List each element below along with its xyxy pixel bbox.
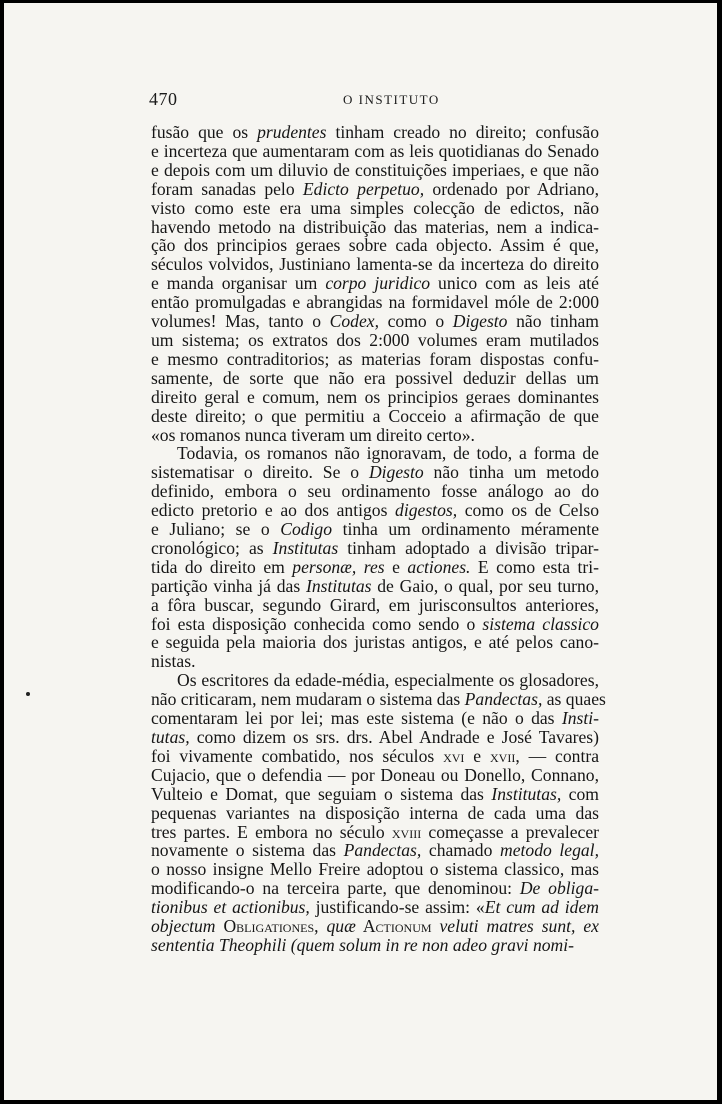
text-line [151, 463, 599, 482]
text-line [151, 747, 599, 766]
italic-text: Institutas, [491, 783, 562, 804]
text-run: o nosso insigne Mello Freire adoptou o sistema classico, mas [151, 859, 599, 880]
text-line [151, 293, 599, 312]
text-run: deste direito; o que permitiu a Cocceio a afirmação de que [151, 405, 599, 426]
text-line [151, 879, 599, 898]
text-run: Os escritores da edade-média, especialmente os glosadores, [177, 670, 599, 691]
text-run: ordenado por Adriano, [424, 178, 599, 199]
small-caps-text: Obligationes, [215, 916, 327, 937]
text-line [151, 917, 599, 936]
italic-text: Institutas [305, 575, 372, 596]
text-line [151, 860, 599, 879]
text-run: direito geral e comum, nem os principios geraes dominantes [151, 386, 599, 407]
italic-text: objectum [151, 916, 216, 937]
text-line [151, 577, 599, 596]
text-run: edicto pretorio e ao dos antigos [151, 500, 396, 521]
text-line [151, 426, 599, 445]
italic-text: Et cum ad idem [484, 897, 599, 918]
text-run: modificando-o na terceira parte, que denominou: [151, 878, 520, 899]
text-run: nistas. [151, 651, 196, 672]
text-run: e Juliano; se o [151, 519, 281, 540]
text-line [151, 520, 599, 539]
text-line [151, 841, 599, 860]
text-run: começasse a prevalecer [421, 821, 600, 842]
text-run: e depois com um diluvio de constituições imperiaes, e que não [151, 159, 599, 180]
text-run: as quaes [542, 689, 606, 710]
text-line [151, 709, 599, 728]
text-line [151, 388, 599, 407]
italic-text: personæ, res [292, 556, 385, 577]
text-run: ção dos principios geraes sobre cada objecto. Assim é que, [151, 235, 599, 256]
italic-text: Codigo [280, 519, 333, 540]
text-line [151, 161, 599, 180]
italic-text: De obliga- [519, 878, 599, 899]
italic-text: digestos, [395, 500, 458, 521]
text-line [151, 331, 599, 350]
italic-text: Pandectas, [343, 840, 422, 861]
text-line [151, 218, 599, 237]
italic-text: actiones. [407, 556, 471, 577]
text-line [151, 652, 599, 671]
text-run: e seguida pela maioria dos juristas antigos, e até pelos cano- [151, 632, 599, 653]
text-run: fusão que os [151, 122, 258, 142]
text-line [151, 274, 599, 293]
page-number: 470 [149, 89, 178, 109]
text-line [151, 444, 599, 463]
small-caps-text: xvii [489, 745, 516, 766]
text-line [151, 766, 599, 785]
text-line [151, 255, 599, 274]
text-run: tida do direito em [151, 556, 293, 577]
text-run: Vulteio e Domat, que seguiam o sistema das [151, 783, 492, 804]
text-run: , — contra [515, 745, 600, 766]
text-line [151, 539, 599, 558]
text-run: e incerteza que aumentaram com as leis quotidianas do Senado [151, 140, 599, 161]
text-run: unico com as leis até [430, 273, 599, 294]
text-run: comentaram lei por lei; mas este sistema (e não o das [151, 708, 562, 729]
small-caps-text: Actionum [355, 916, 440, 937]
italic-text: Edicto perpetuo, [302, 178, 425, 199]
text-run: tinham creado no direito; confusão [326, 122, 599, 142]
italic-text: Insti- [561, 708, 599, 729]
italic-text: quæ [326, 916, 356, 937]
italic-text: Digesto [368, 462, 424, 483]
text-run: e manda organisar um [151, 273, 326, 294]
italic-text: prudentes [257, 122, 327, 142]
text-run: e [464, 745, 490, 766]
text-run: definido, embora o seu ordinamento fosse análogo ao do [151, 481, 599, 502]
text-run: a fôra buscar, segundo Girard, em jurisconsultos anteriores, [151, 594, 599, 615]
italic-text: corpo juridico [325, 273, 431, 294]
text-run: foi esta disposição conhecida como sendo o [151, 613, 483, 634]
paragraph [151, 670, 606, 955]
paragraph [151, 123, 599, 444]
italic-text: sententia Theophili (quem solum in re non adeo gravi nomi- [151, 934, 575, 955]
text-line [151, 407, 599, 426]
running-head [149, 89, 599, 113]
text-line [151, 633, 599, 652]
text-run: tinham adoptado a divisão tripar- [338, 537, 599, 558]
text-run: E como esta tri- [470, 556, 600, 577]
text-run: Todavia, os romanos não ignoravam, de todo, a forma de [177, 443, 599, 464]
book-page [4, 3, 717, 1100]
small-caps-text: xviii [391, 821, 422, 842]
text-run: chamado [421, 840, 500, 861]
text-line [151, 199, 599, 218]
text-line [151, 804, 599, 823]
text-run: e [384, 556, 408, 577]
text-run: partição vinha já das [151, 575, 306, 596]
italic-text: veluti matres sunt, ex [439, 916, 599, 937]
text-run: com [561, 783, 599, 804]
text-line [151, 823, 599, 842]
text-run: tres partes. E embora no século [151, 821, 392, 842]
text-run: como os de Celso [457, 500, 599, 521]
journal-title: O INSTITUTO [343, 92, 440, 107]
text-line [151, 671, 599, 690]
text-run: novamente o sistema das [151, 840, 344, 861]
text-line [151, 558, 599, 577]
text-run: um sistema; os extratos dos 2:000 volumes eram mutilados [151, 329, 599, 350]
text-run: não criticaram, nem mudaram o sistema das [151, 689, 465, 710]
text-run: cronológico; as [151, 537, 273, 558]
text-run: volumes! Mas, tanto o [151, 311, 330, 332]
text-line [151, 898, 599, 917]
text-line [151, 689, 606, 710]
italic-text: tutas, [151, 727, 190, 747]
text-run: sistematisar o direito. Se o [151, 462, 369, 483]
text-run: Cujacio, que o defendia — por Doneau ou Donello, Connano, [151, 764, 599, 785]
italic-text: Pandectas, [464, 689, 543, 710]
text-line [151, 142, 599, 161]
text-line [151, 615, 599, 634]
italic-text: Institutas [272, 537, 339, 558]
margin-dot [26, 692, 30, 696]
text-run: visto como este era uma simples colecção de edictos, não [151, 197, 599, 218]
text-run: foram sanadas pelo [151, 178, 303, 199]
text-line [151, 596, 599, 615]
italic-text: tionibus et actionibus, [151, 897, 310, 918]
text-line [151, 180, 599, 199]
text-line [151, 728, 599, 747]
text-run: «os romanos nunca tiveram um direito certo». [151, 424, 475, 445]
text-line [151, 312, 599, 331]
body-text [151, 122, 606, 955]
text-run: como o [379, 311, 453, 332]
text-line [151, 501, 599, 520]
text-run: tinha um ordinamento méramente [332, 519, 599, 540]
text-line [151, 350, 599, 369]
text-line [151, 936, 599, 955]
text-run: e mesmo contraditorios; as materias foram dispostas confu- [151, 348, 599, 369]
text-run: pequenas variantes na disposição interna de cada uma das [151, 802, 599, 823]
text-line [151, 785, 599, 804]
small-caps-text: xvi [443, 745, 465, 766]
italic-text: Codex, [329, 311, 379, 332]
text-run: justificando-se assim: « [309, 897, 485, 918]
text-run: como dizem os srs. drs. Abel Andrade e José Tavares) [189, 727, 599, 747]
text-run: de Gaio, o qual, por seu turno, [371, 575, 599, 596]
italic-text: Digesto [452, 311, 508, 332]
text-run: então promulgadas e abrangidas na formidavel móle de 2:000 [151, 292, 599, 313]
italic-text: sistema classico [482, 613, 599, 634]
text-run: não tinham [507, 311, 599, 332]
text-run: havendo metodo na distribuição das materias, nem a indica- [151, 216, 599, 237]
text-run: foi vivamente combatido, nos séculos [151, 745, 444, 766]
text-line [151, 369, 599, 388]
text-line [151, 482, 599, 501]
text-line [151, 123, 599, 142]
text-run: não tinha um metodo [423, 462, 599, 483]
text-run: samente, de sorte que não era possivel deduzir dellas um [151, 367, 599, 388]
italic-text: metodo legal, [500, 840, 599, 861]
text-run: séculos volvidos, Justiniano lamenta-se da incerteza do direito [151, 254, 599, 275]
paragraph [151, 444, 599, 671]
text-line [151, 236, 599, 255]
